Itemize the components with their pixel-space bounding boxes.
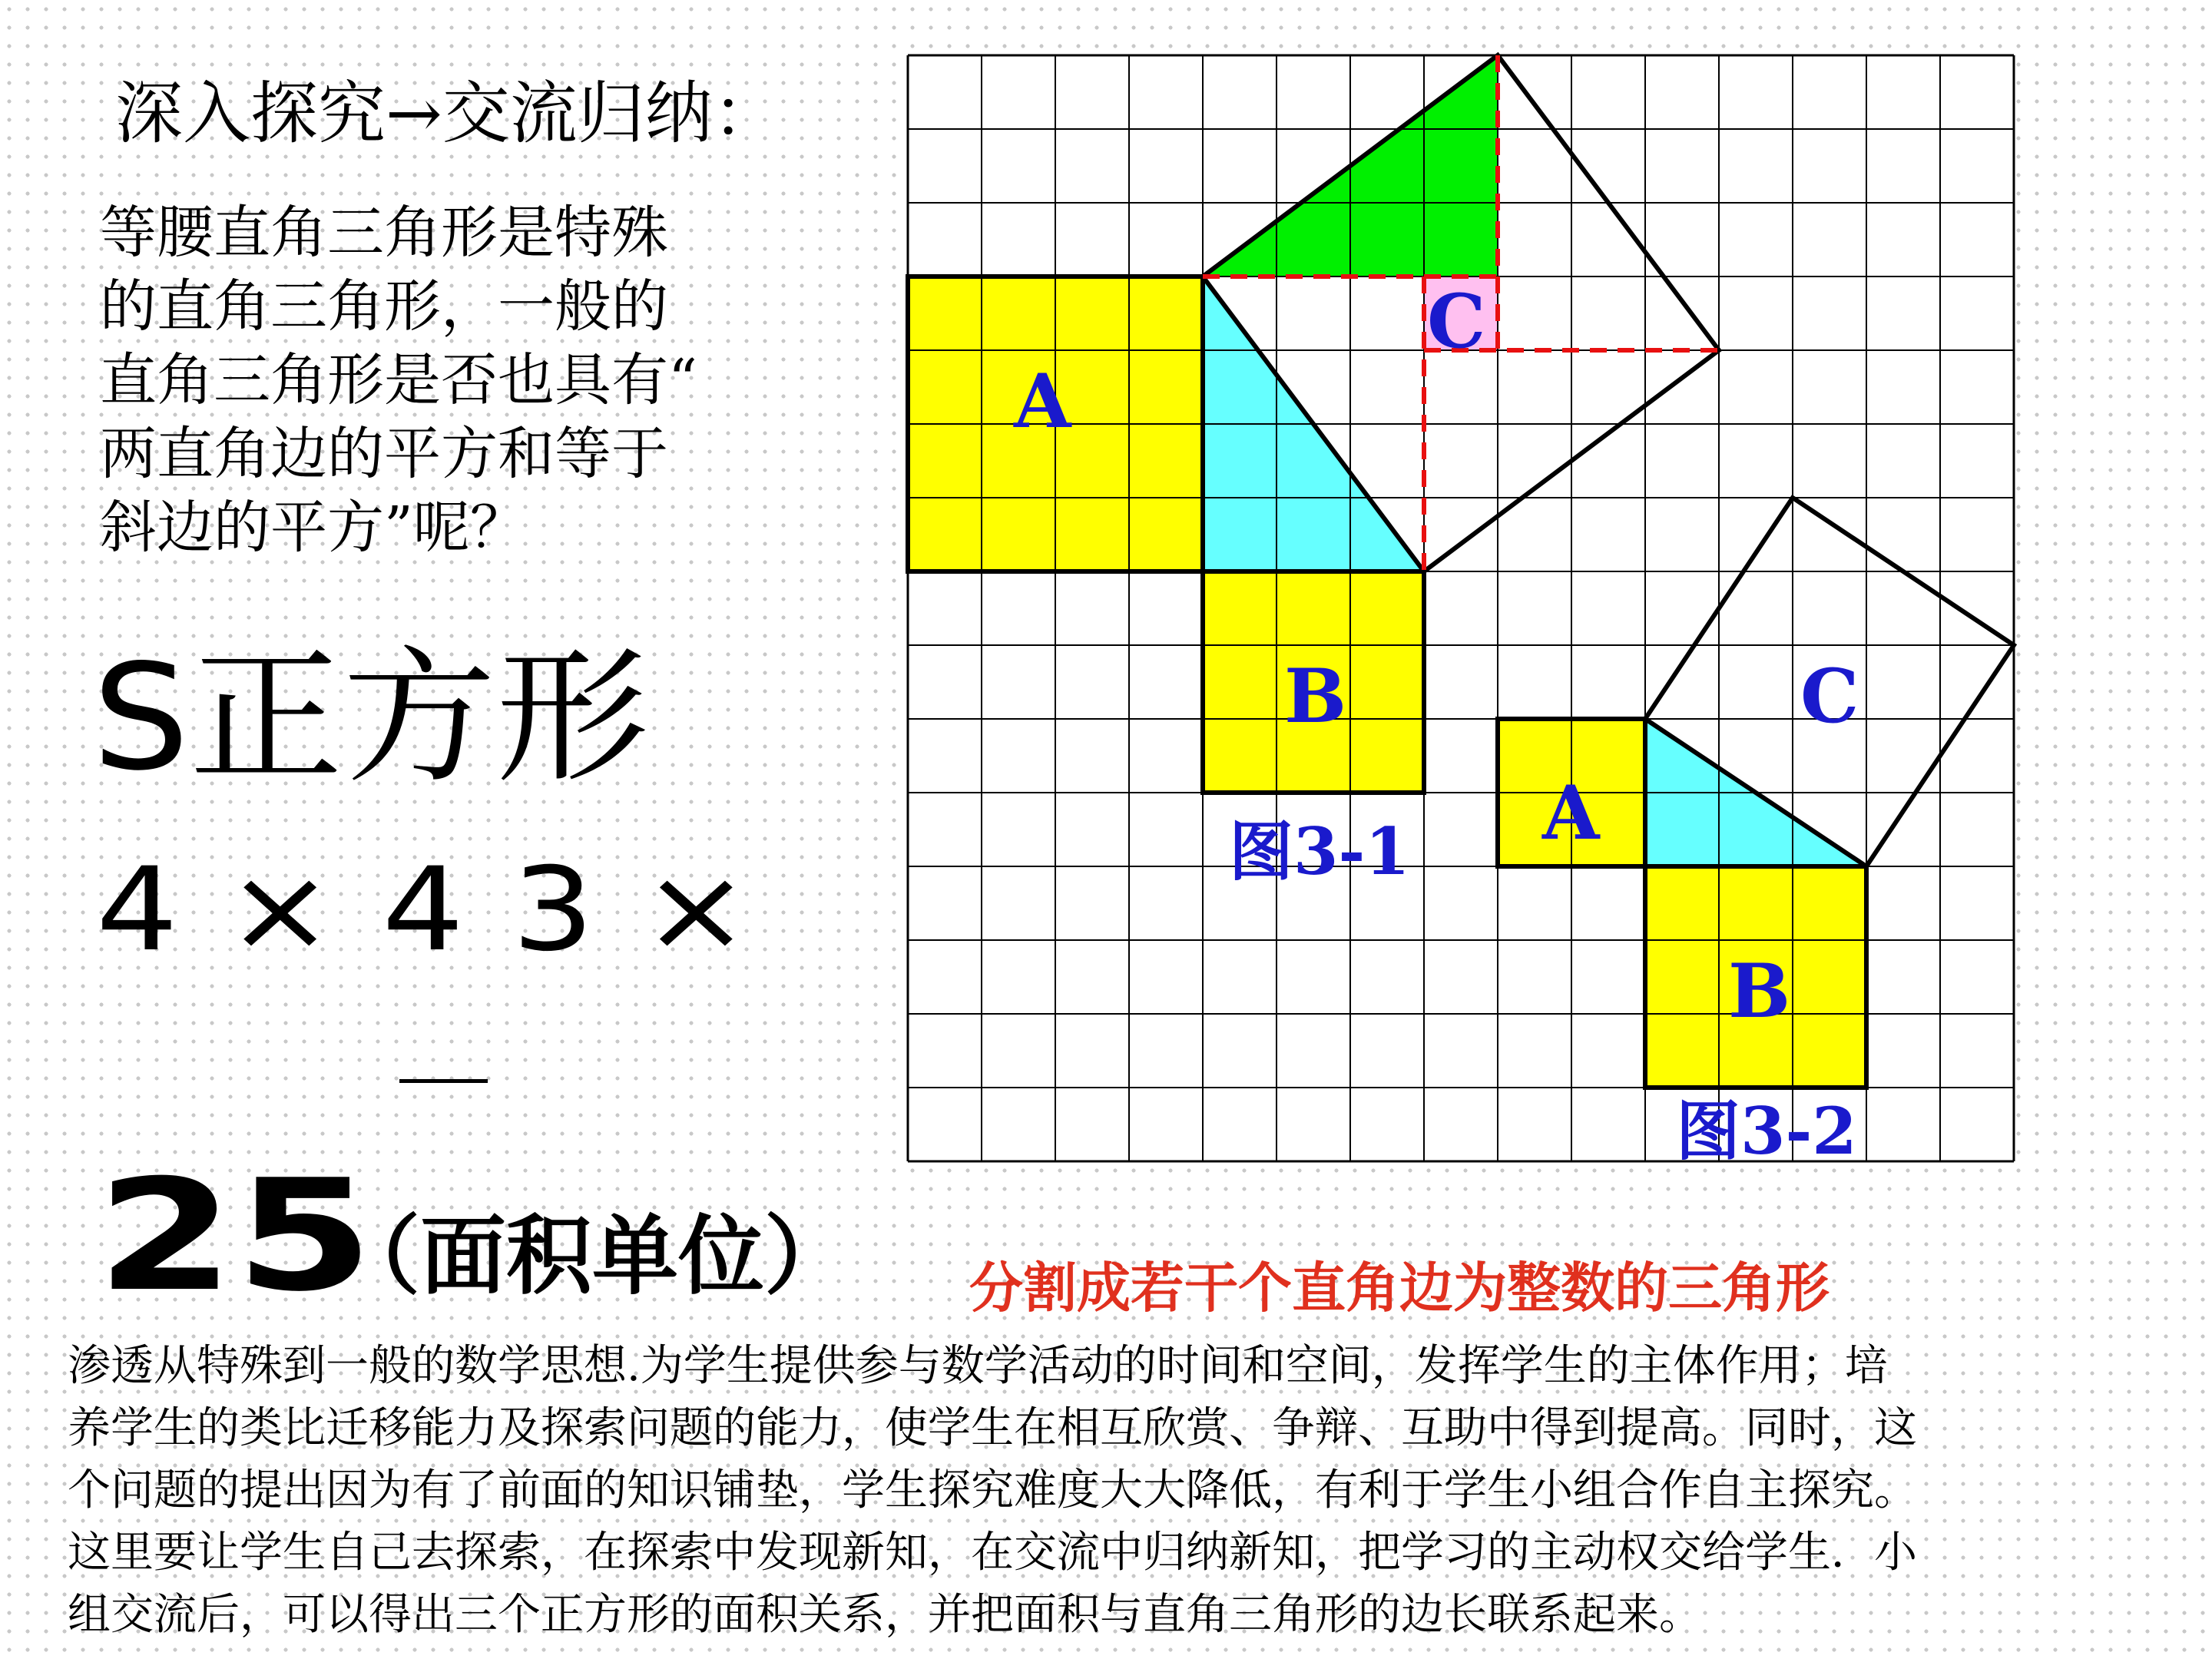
- fig2-label-b: B: [1728, 948, 1791, 1035]
- paragraph-line: 渗透从特殊到一般的数学思想.为学生提供参与数学活动的时间和空间，发挥学生的主体作用；培: [68, 1341, 1888, 1391]
- question-line: 两直角边的平方和等于: [100, 421, 668, 487]
- formula-area-unit: （面积单位）: [334, 1206, 850, 1306]
- formula-area-value: 25: [96, 1147, 374, 1326]
- question-line: 斜边的平方”呢？: [100, 495, 527, 561]
- fig1-label-c: C: [1427, 278, 1486, 365]
- paragraph-line: 养学生的类比迁移能力及探索问题的能力，使学生在相互欣赏、争辩、互助中得到提高。同时，这: [68, 1403, 1917, 1453]
- fig2-caption: 图3-2: [1676, 1093, 1857, 1169]
- page-title: 深入探究→交流归纳：: [115, 74, 780, 153]
- question-line: 直角三角形是否也具有“: [100, 347, 697, 413]
- red-caption: 分割成若干个直角边为整数的三角形: [969, 1256, 1830, 1320]
- fig1-caption: 图3-1: [1229, 813, 1410, 889]
- formula-square-area-label: S正方形: [92, 633, 650, 803]
- paragraph-line: 个问题的提出因为有了前面的知识铺垫，学生探究难度大大降低，有利于学生小组合作自主探究。: [68, 1465, 1917, 1515]
- explanation-paragraph: [68, 1335, 2203, 1646]
- paragraph-line: 组交流后，可以得出三个正方形的面积关系，并把面积与直角三角形的边长联系起来。: [68, 1590, 1702, 1640]
- fig1-label-a: A: [1014, 358, 1071, 445]
- fig2-label-c: C: [1800, 653, 1859, 740]
- formula-multiplication: 4 × 4 3 ×: [96, 843, 754, 977]
- question-line: 的直角三角形，一般的: [100, 273, 668, 339]
- fig1-label-b: B: [1284, 653, 1347, 740]
- question-line: 等腰直角三角形是特殊: [100, 200, 668, 266]
- fig2-label-a: A: [1542, 770, 1600, 856]
- paragraph-line: 这里要让学生自己去探索，在探索中发现新知，在交流中归纳新知，把学习的主动权交给学生．小: [68, 1528, 1917, 1578]
